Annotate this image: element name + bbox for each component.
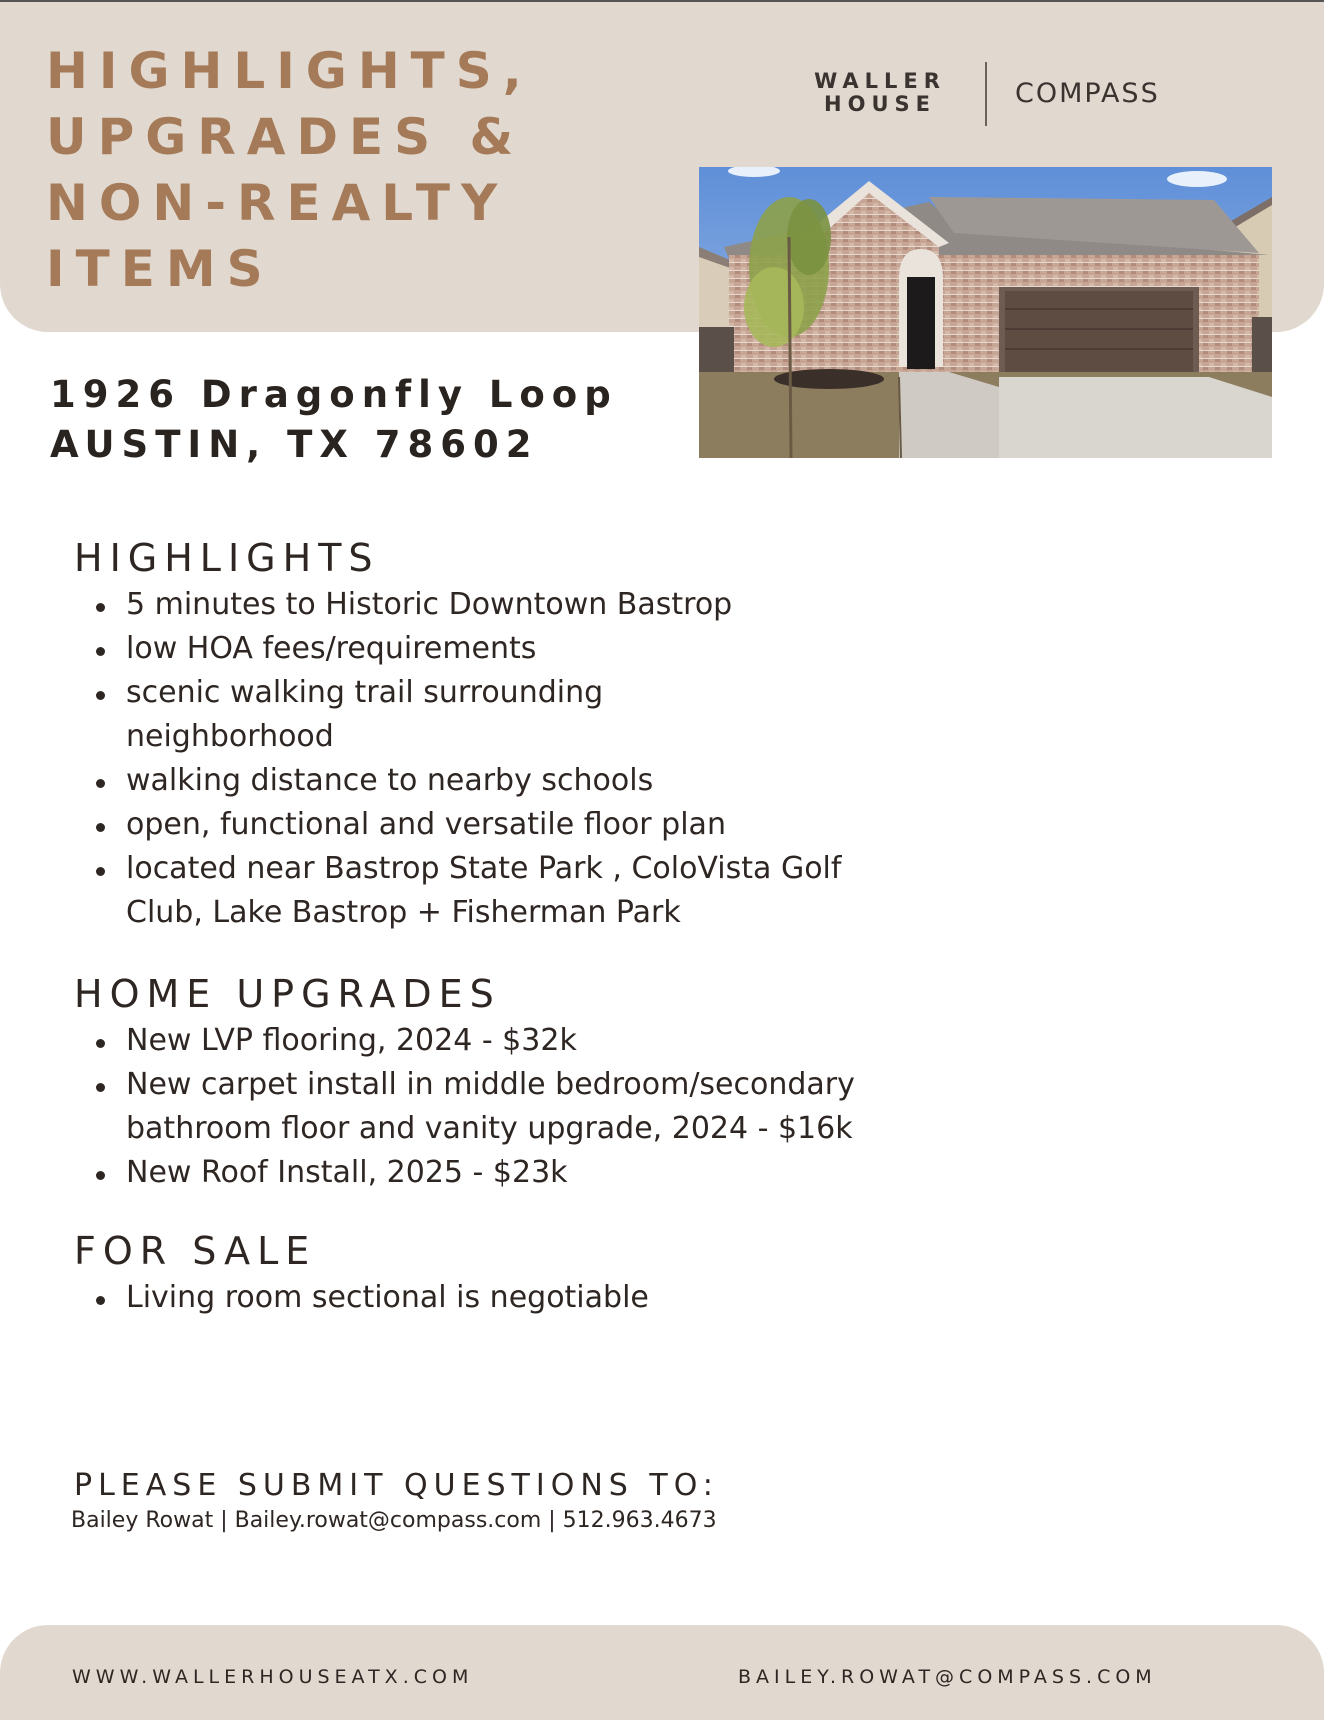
highlights-heading: HIGHLIGHTS (74, 536, 380, 580)
list-item: located near Bastrop State Park , ColoVista Golf Club, Lake Bastrop + Fisherman Park (94, 847, 916, 935)
house-exterior-photo (699, 167, 1272, 458)
list-item: Living room sectional is negotiable (94, 1276, 914, 1320)
list-item: open, functional and versatile floor plan (94, 803, 914, 847)
address-line: 1926 Dragonfly Loop (50, 373, 618, 416)
list-item: 5 minutes to Historic Downtown Bastrop (94, 583, 914, 627)
list-item: New carpet install in middle bedroom/secondary bathroom floor and vanity upgrade, 2024 - $16k (94, 1063, 974, 1151)
for-sale-heading: FOR SALE (74, 1229, 317, 1273)
highlights-list (94, 583, 914, 935)
home-upgrades-list (94, 1019, 974, 1195)
footer-email-link[interactable]: BAILEY.ROWAT@COMPASS.COM (738, 1666, 1157, 1688)
list-item: walking distance to nearby schools (94, 759, 914, 803)
for-sale-list (94, 1276, 914, 1320)
logo-divider (985, 62, 987, 126)
title-line: UPGRADES & (46, 108, 525, 166)
top-rule (0, 0, 1324, 2)
title-line: HIGHLIGHTS, (46, 42, 533, 100)
logo-line: HOUSE (824, 92, 936, 116)
list-item: New Roof Install, 2025 - $23k (94, 1151, 974, 1195)
waller-house-logo (798, 70, 962, 116)
home-upgrades-heading: HOME UPGRADES (74, 972, 501, 1016)
address-line: AUSTIN, TX 78602 (50, 423, 539, 466)
title-line: ITEMS (46, 240, 274, 298)
footer-website-link[interactable]: WWW.WALLERHOUSEATX.COM (72, 1666, 474, 1688)
title-line: NON-REALTY (46, 174, 509, 232)
list-item: low HOA fees/requirements (94, 627, 914, 671)
property-address (50, 370, 618, 470)
contact-line: Bailey Rowat | Bailey.rowat@compass.com | 512.963.4673 (71, 1508, 717, 1533)
page-title (46, 38, 533, 302)
list-item: New LVP flooring, 2024 - $32k (94, 1019, 974, 1063)
logo-line: WALLER (814, 69, 946, 93)
list-item: scenic walking trail surrounding neighborhood (94, 671, 726, 759)
compass-logo: COMPASS (1015, 78, 1160, 109)
questions-heading: PLEASE SUBMIT QUESTIONS TO: (74, 1468, 719, 1503)
